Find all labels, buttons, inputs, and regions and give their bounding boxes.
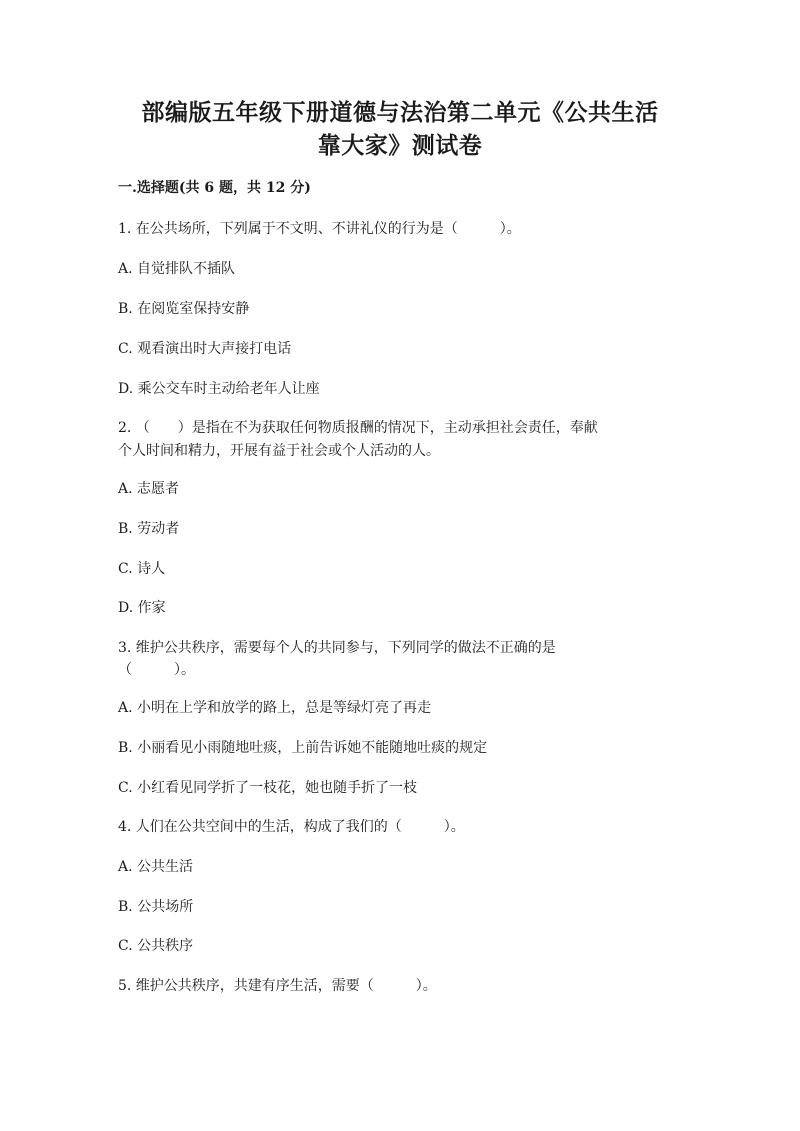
question-4-option-b: B. 公共场所 <box>118 899 194 915</box>
question-1-option-b: B. 在阅览室保持安静 <box>118 301 250 317</box>
question-1-stem: 1. 在公共场所，下列属于不文明、不讲礼仪的行为是（ ）。 <box>118 221 521 237</box>
question-2-option-d: D. 作家 <box>118 600 166 616</box>
question-1-option-d: D. 乘公交车时主动给老年人让座 <box>118 381 320 397</box>
question-4-option-a: A. 公共生活 <box>118 859 194 875</box>
question-1-option-c: C. 观看演出时大声接打电话 <box>118 341 292 357</box>
question-3-stem-line-2: （ ）。 <box>118 662 195 678</box>
question-2-stem-line-1: 2. （ ）是指在不为获取任何物质报酬的情况下，主动承担社会责任，奉献 <box>118 420 598 436</box>
question-4-option-c: C. 公共秩序 <box>118 938 194 954</box>
question-4-stem: 4. 人们在公共空间中的生活，构成了我们的（ ）。 <box>118 819 465 835</box>
question-3-stem-line-1: 3. 维护公共秩序，需要每个人的共同参与，下列同学的做法不正确的是 <box>118 640 556 656</box>
question-3-option-c: C. 小红看见同学折了一枝花，她也随手折了一枝 <box>118 780 418 796</box>
question-5-stem: 5. 维护公共秩序，共建有序生活，需要（ ）。 <box>118 978 437 994</box>
question-3-option-b: B. 小丽看见小雨随地吐痰，上前告诉她不能随地吐痰的规定 <box>118 740 488 756</box>
section-heading: 一.选择题(共 6 题，共 12 分) <box>118 180 311 196</box>
document-title-line-2: 靠大家》测试卷 <box>317 132 483 159</box>
question-2-stem-line-2: 个人时间和精力，开展有益于社会或个人活动的人。 <box>118 443 440 459</box>
document-title-line-1: 部编版五年级下册道德与法治第二单元《公共生活 <box>141 99 659 126</box>
question-2-option-a: A. 志愿者 <box>118 481 180 497</box>
question-2-option-b: B. 劳动者 <box>118 521 180 537</box>
question-1-option-a: A. 自觉排队不插队 <box>118 261 236 277</box>
question-3-option-a: A. 小明在上学和放学的路上，总是等绿灯亮了再走 <box>118 700 432 716</box>
question-2-option-c: C. 诗人 <box>118 561 166 577</box>
